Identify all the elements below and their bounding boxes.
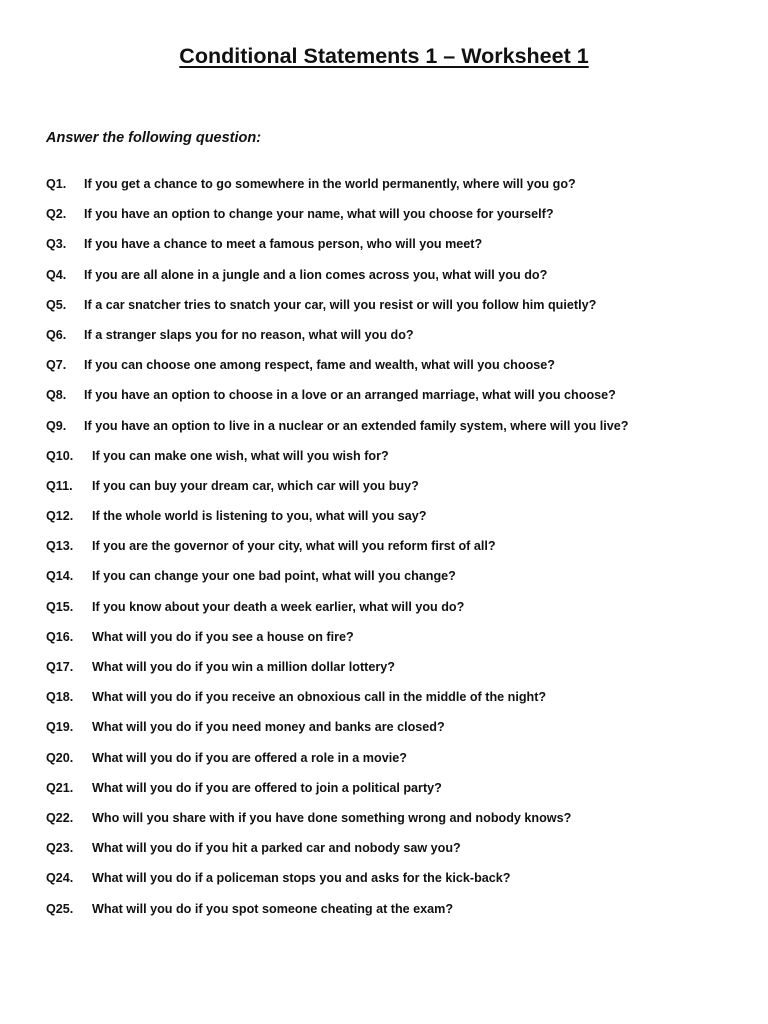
question-number: Q8. [46, 388, 67, 403]
question-number: Q11. [46, 478, 73, 493]
instruction-text: Answer the following question: [46, 130, 262, 146]
question-item [46, 627, 746, 657]
question-text: What will you do if you need money and banks are closed? [92, 720, 445, 735]
question-item [46, 657, 746, 687]
question-text: If you can change your one bad point, what will you change? [92, 569, 456, 584]
question-item [46, 899, 746, 929]
question-item [46, 325, 746, 355]
question-number: Q12. [46, 509, 74, 524]
question-item [46, 536, 746, 566]
question-number: Q15. [46, 599, 74, 614]
question-text: If you have an option to choose in a love or an arranged marriage, what will you choose? [84, 388, 616, 403]
question-item [46, 868, 746, 898]
question-item [46, 265, 746, 295]
question-number: Q7. [46, 358, 67, 373]
question-text: If you have an option to change your name, what will you choose for yourself? [84, 207, 554, 222]
question-number: Q18. [46, 690, 74, 705]
question-text: If you have an option to live in a nuclear or an extended family system, where will you live? [84, 418, 629, 433]
question-text: If you are the governor of your city, what will you reform first of all? [92, 539, 496, 554]
question-number: Q2. [46, 207, 67, 222]
question-number: Q21. [46, 780, 74, 795]
question-text: If you can buy your dream car, which car will you buy? [92, 478, 419, 493]
question-text: What will you do if you see a house on fire? [92, 629, 354, 644]
question-text: What will you do if you spot someone cheating at the exam? [92, 901, 454, 916]
question-item [46, 174, 746, 204]
question-number: Q16. [46, 629, 74, 644]
question-text: If a stranger slaps you for no reason, what will you do? [84, 327, 414, 342]
question-number: Q1. [46, 177, 67, 191]
question-item [46, 717, 746, 747]
question-item [46, 204, 746, 234]
question-item [46, 385, 746, 415]
question-number: Q17. [46, 660, 74, 674]
question-number: Q24. [46, 871, 74, 886]
question-number: Q10. [46, 448, 74, 463]
question-item [46, 355, 746, 385]
question-number: Q14. [46, 569, 74, 584]
question-text: If the whole world is listening to you, what will you say? [92, 509, 427, 524]
question-text: If you can choose one among respect, fame and wealth, what will you choose? [84, 358, 555, 373]
question-item [46, 687, 746, 717]
question-number: Q4. [46, 267, 67, 282]
question-text: If you have a chance to meet a famous person, who will you meet? [84, 237, 483, 252]
question-text: What will you do if you win a million dollar lottery? [92, 660, 395, 674]
question-text: What will you do if a policeman stops you and asks for the kick-back? [92, 871, 511, 886]
question-number: Q22. [46, 810, 74, 825]
question-number: Q23. [46, 841, 74, 856]
question-text: What will you do if you are offered to join a political party? [92, 780, 442, 795]
question-text: If you know about your death a week earlier, what will you do? [92, 599, 465, 614]
question-item [46, 506, 746, 536]
question-item [46, 838, 746, 868]
question-number: Q3. [46, 237, 67, 252]
question-item [46, 416, 746, 446]
question-number: Q19. [46, 720, 74, 735]
question-text: If a car snatcher tries to snatch your car, will you resist or will you follow him quietly? [84, 297, 597, 312]
question-number: Q25. [46, 901, 74, 916]
question-text: Who will you share with if you have done something wrong and nobody knows? [92, 810, 572, 825]
question-number: Q13. [46, 539, 74, 554]
question-list [46, 174, 746, 929]
question-number: Q5. [46, 297, 67, 312]
question-text: What will you do if you receive an obnoxious call in the middle of the night? [92, 690, 547, 705]
question-item [46, 808, 746, 838]
question-number: Q6. [46, 327, 67, 342]
question-item [46, 748, 746, 778]
question-item [46, 234, 746, 264]
question-item [46, 295, 746, 325]
question-item [46, 446, 746, 476]
question-text: What will you do if you are offered a role in a movie? [92, 750, 407, 765]
question-item [46, 778, 746, 808]
question-item [46, 476, 746, 506]
question-text: What will you do if you hit a parked car and nobody saw you? [92, 841, 461, 856]
question-item [46, 566, 746, 596]
question-number: Q20. [46, 750, 74, 765]
question-text: If you can make one wish, what will you wish for? [92, 448, 389, 463]
question-text: If you are all alone in a jungle and a lion comes across you, what will you do? [84, 267, 548, 282]
question-text: If you get a chance to go somewhere in the world permanently, where will you go? [84, 177, 576, 191]
question-item [46, 597, 746, 627]
page-title: Conditional Statements 1 – Worksheet 1 [179, 44, 589, 68]
question-number: Q9. [46, 418, 67, 433]
